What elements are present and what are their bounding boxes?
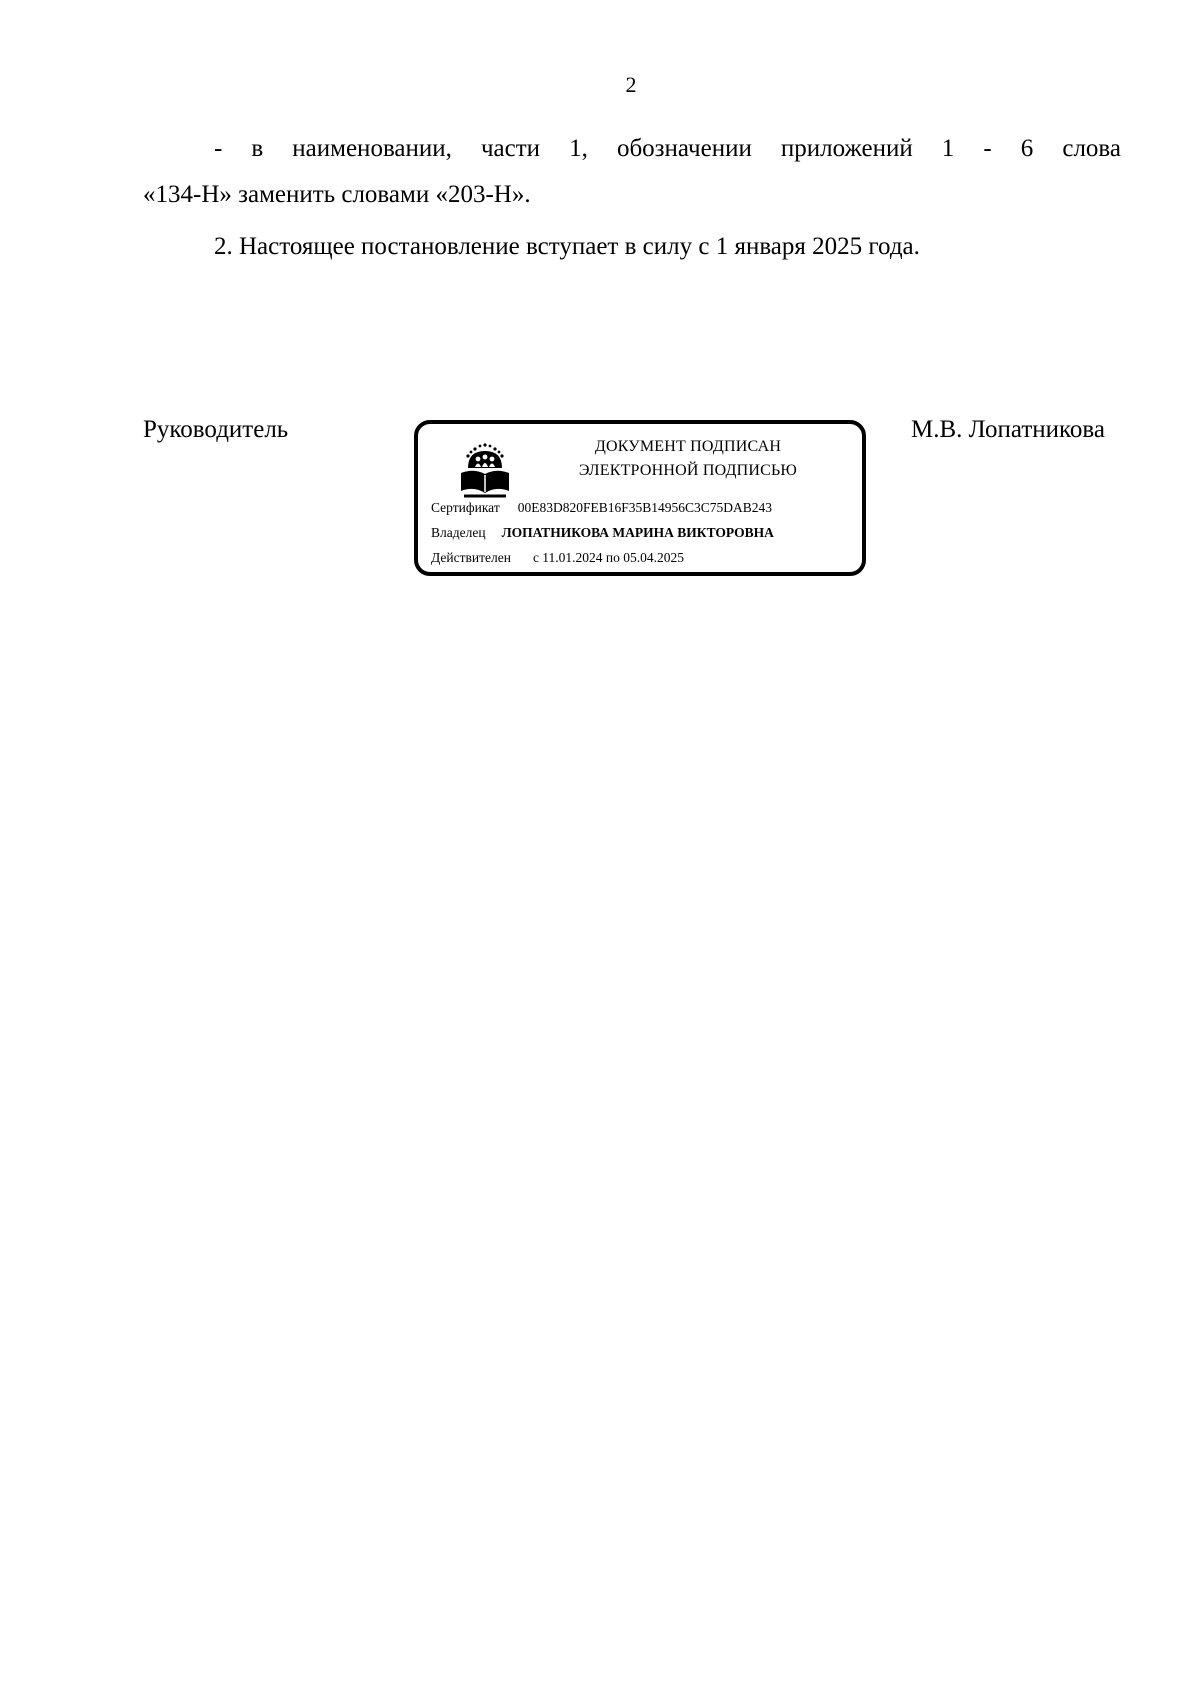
owner-label: Владелец — [431, 525, 486, 540]
stamp-title — [538, 435, 838, 483]
validity-label: Действителен — [431, 550, 511, 565]
electronic-signature-stamp — [414, 420, 866, 576]
page-number: 2 — [625, 72, 637, 97]
amendment-paragraph-line-2: «134-Н» заменить словами «203-Н». — [143, 181, 531, 208]
owner-row — [431, 525, 774, 541]
certificate-row — [431, 500, 772, 516]
stamp-title-line-2: ЭЛЕКТРОННОЙ ПОДПИСЬЮ — [578, 462, 798, 479]
amendment-paragraph-line-1: - в наименовании, части 1, обозначении приложений 1 - 6 слова — [214, 135, 1121, 162]
certificate-label: Сертификат — [431, 500, 500, 515]
signer-position: Руководитель — [143, 416, 289, 443]
owner-value: ЛОПАТНИКОВА МАРИНА ВИКТОРОВНА — [501, 525, 774, 540]
validity-row — [431, 550, 684, 566]
effective-date-paragraph: 2. Настоящее постановление вступает в силу с 1 января 2025 года. — [214, 233, 920, 260]
signer-name: М.В. Лопатникова — [911, 416, 1105, 443]
validity-value: с 11.01.2024 по 05.04.2025 — [532, 550, 685, 565]
regional-coat-of-arms-icon — [456, 440, 514, 502]
amendment-paragraph — [143, 126, 1121, 218]
stamp-title-line-1: ДОКУМЕНТ ПОДПИСАН — [594, 438, 782, 455]
certificate-value: 00E83D820FEB16F35B14956C3C75DAB243 — [517, 500, 773, 515]
